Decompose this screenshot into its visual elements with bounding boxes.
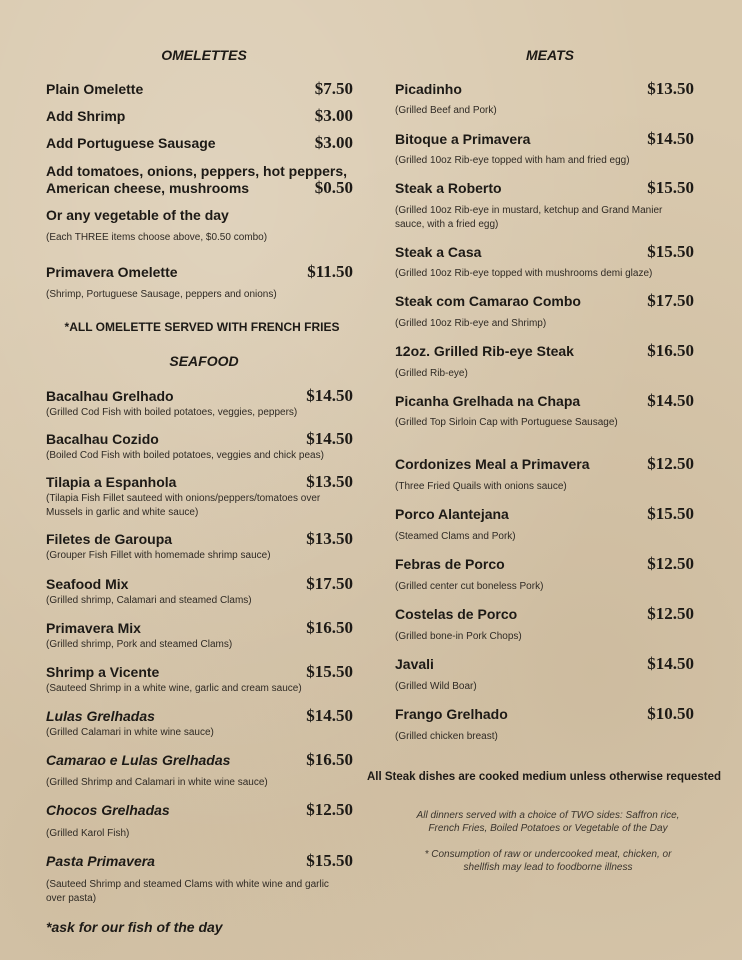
menu-item-price: $15.50	[647, 178, 694, 197]
menu-item-name: Lulas Grelhadas	[46, 708, 155, 724]
menu-item-description: (Grilled Calamari in white wine sauce)	[46, 727, 214, 738]
menu-item-price: $14.50	[647, 391, 694, 410]
menu-item-price: $3.00	[314, 106, 353, 125]
menu-item-description: sauce, with a fried egg)	[395, 219, 499, 230]
menu-item-price: $16.50	[306, 750, 353, 769]
menu-item-description: (Sauteed Shrimp in a white wine, garlic and cream sauce)	[46, 683, 302, 694]
menu-item-description: (Grilled Wild Boar)	[395, 681, 477, 692]
menu-item-price: $11.50	[307, 262, 353, 281]
menu-item-description: (Each THREE items choose above, $0.50 combo)	[46, 232, 268, 243]
menu-item-description: (Grilled Cod Fish with boiled potatoes, veggies, peppers)	[46, 407, 298, 418]
menu-item-price: $0.50	[314, 178, 353, 197]
menu-item-price: $13.50	[306, 529, 353, 548]
menu-item-description: (Grilled 10oz Rib-eye topped with mushrooms demi glaze)	[395, 268, 653, 279]
menu-item-price: $10.50	[647, 704, 694, 723]
menu-item-price: $12.50	[647, 554, 694, 573]
menu-item-description: (Grilled Rib-eye)	[395, 368, 468, 379]
sides-note	[417, 809, 680, 835]
menu-item-price: $15.50	[306, 851, 353, 870]
menu-item-name: Bacalhau Grelhado	[46, 388, 174, 404]
menu-item-price: $14.50	[647, 129, 694, 148]
menu-item-name: Febras de Porco	[395, 556, 505, 572]
section-title-omelettes: OMELETTES	[161, 47, 247, 63]
menu-item-name: Plain Omelette	[46, 81, 144, 97]
menu-item-name: Seafood Mix	[46, 576, 129, 592]
menu-item-price: $3.00	[314, 133, 353, 152]
menu-item-description: (Grilled 10oz Rib-eye and Shrimp)	[395, 318, 547, 329]
menu-item-description: over pasta)	[46, 893, 97, 904]
menu-item-price: $12.50	[306, 800, 353, 819]
menu-item-name: Shrimp a Vicente	[46, 664, 160, 680]
menu-item-price: $7.50	[314, 79, 353, 98]
menu-item-name: Steak a Casa	[395, 244, 482, 260]
menu-item-description: (Steamed Clams and Pork)	[395, 531, 516, 542]
menu-item-description: (Grilled Top Sirloin Cap with Portuguese Sausage)	[395, 417, 618, 428]
menu-item-description: (Grilled Beef and Pork)	[395, 105, 497, 116]
menu-item-name: Primavera Mix	[46, 620, 141, 636]
menu-item-name: American cheese, mushrooms	[46, 180, 250, 196]
menu-item-price: $14.50	[306, 429, 353, 448]
menu-item-price: $14.50	[306, 706, 353, 725]
menu-item-price: $16.50	[647, 341, 694, 360]
menu-item-description: (Grilled 10oz Rib-eye topped with ham and fried egg)	[395, 155, 630, 166]
section-title-seafood: SEAFOOD	[169, 353, 239, 369]
menu-item-name: Tilapia a Espanhola	[46, 474, 177, 490]
menu-item-price: $15.50	[647, 242, 694, 261]
menu-item-description: (Grilled shrimp, Pork and steamed Clams)	[46, 639, 233, 650]
menu-item-description: (Shrimp, Portuguese Sausage, peppers and onions)	[46, 289, 277, 300]
menu-item-name: Or any vegetable of the day	[46, 207, 229, 223]
consumption-note-line: shellfish may lead to foodborne illness	[463, 862, 633, 873]
steak-note: All Steak dishes are cooked medium unless otherwise requested	[366, 771, 722, 783]
menu-item-price: $12.50	[647, 604, 694, 623]
menu-item-name: Add Shrimp	[46, 108, 126, 124]
menu-item-name: Javali	[395, 656, 434, 672]
menu-item-name: Chocos Grelhadas	[46, 802, 170, 818]
menu-item-name: Costelas de Porco	[395, 606, 518, 622]
menu-item-price: $14.50	[647, 654, 694, 673]
seafood-footer-note: *ask for our fish of the day	[46, 919, 223, 935]
menu-item-name: Porco Alantejana	[395, 506, 509, 522]
menu-item-name: Picanha Grelhada na Chapa	[395, 393, 581, 409]
menu-item-description: (Tilapia Fish Fillet sauteed with onions/peppers/tomatoes over	[46, 493, 321, 504]
menu-item-description: (Grilled chicken breast)	[395, 731, 498, 742]
menu-item-name: Filetes de Garoupa	[46, 531, 173, 547]
menu-item-description: (Grilled shrimp, Calamari and steamed Clams)	[46, 595, 252, 606]
menu-item-description: (Three Fried Quails with onions sauce)	[395, 481, 567, 492]
menu-item-description: (Grilled bone-in Pork Chops)	[395, 631, 522, 642]
menu-item-price: $17.50	[306, 574, 353, 593]
menu-item-price: $14.50	[306, 386, 353, 405]
menu-item-description: (Grilled 10oz Rib-eye in mustard, ketchup and Grand Manier	[395, 205, 663, 216]
menu-item-price: $12.50	[647, 454, 694, 473]
menu-item-name: Primavera Omelette	[46, 264, 178, 280]
menu-item-name: Bitoque a Primavera	[395, 131, 531, 147]
menu-item-name: Add Portuguese Sausage	[46, 135, 216, 151]
menu-item-description: (Grouper Fish Fillet with homemade shrimp sauce)	[46, 550, 271, 561]
menu-item-price: $16.50	[306, 618, 353, 637]
omelettes-footer-note: *ALL OMELETTE SERVED WITH FRENCH FRIES	[64, 320, 340, 334]
menu-item-description: (Sauteed Shrimp and steamed Clams with white wine and garlic	[46, 879, 329, 890]
sides-note-line: All dinners served with a choice of TWO sides: Saffron rice,	[416, 810, 680, 821]
menu-item-name: Pasta Primavera	[46, 853, 155, 869]
menu-item-description: (Boiled Cod Fish with boiled potatoes, veggies and chick peas)	[46, 450, 324, 461]
menu-item-price: $17.50	[647, 291, 694, 310]
menu-item-name: Picadinho	[395, 81, 462, 97]
menu-item-description: Mussels in garlic and white sauce)	[46, 507, 199, 518]
menu-item-price: $13.50	[306, 472, 353, 491]
menu-item-description: (Grilled Shrimp and Calamari in white wine sauce)	[46, 777, 268, 788]
sides-note-line: French Fries, Boiled Potatoes or Vegetable of the Day	[428, 823, 668, 834]
menu-item-description: (Grilled Karol Fish)	[46, 828, 130, 839]
menu-item-price: $15.50	[306, 662, 353, 681]
menu-item-price: $15.50	[647, 504, 694, 523]
consumption-note	[425, 848, 672, 874]
menu-item-name: Cordonizes Meal a Primavera	[395, 456, 590, 472]
section-title-meats: MEATS	[526, 47, 574, 63]
menu-item-name: Steak a Roberto	[395, 180, 502, 196]
menu-item-name: Steak com Camarao Combo	[395, 293, 581, 309]
menu-item-name: Camarao e Lulas Grelhadas	[46, 752, 231, 768]
menu-item-name: Frango Grelhado	[395, 706, 508, 722]
menu-item-price: $13.50	[647, 79, 694, 98]
menu-item-name: Add tomatoes, onions, peppers, hot peppers,	[46, 163, 348, 179]
consumption-note-line: * Consumption of raw or undercooked meat, chicken, or	[424, 849, 672, 860]
menu-item-name: 12oz. Grilled Rib-eye Steak	[395, 343, 574, 359]
menu-item-description: (Grilled center cut boneless Pork)	[395, 581, 544, 592]
menu-item-name: Bacalhau Cozido	[46, 431, 159, 447]
